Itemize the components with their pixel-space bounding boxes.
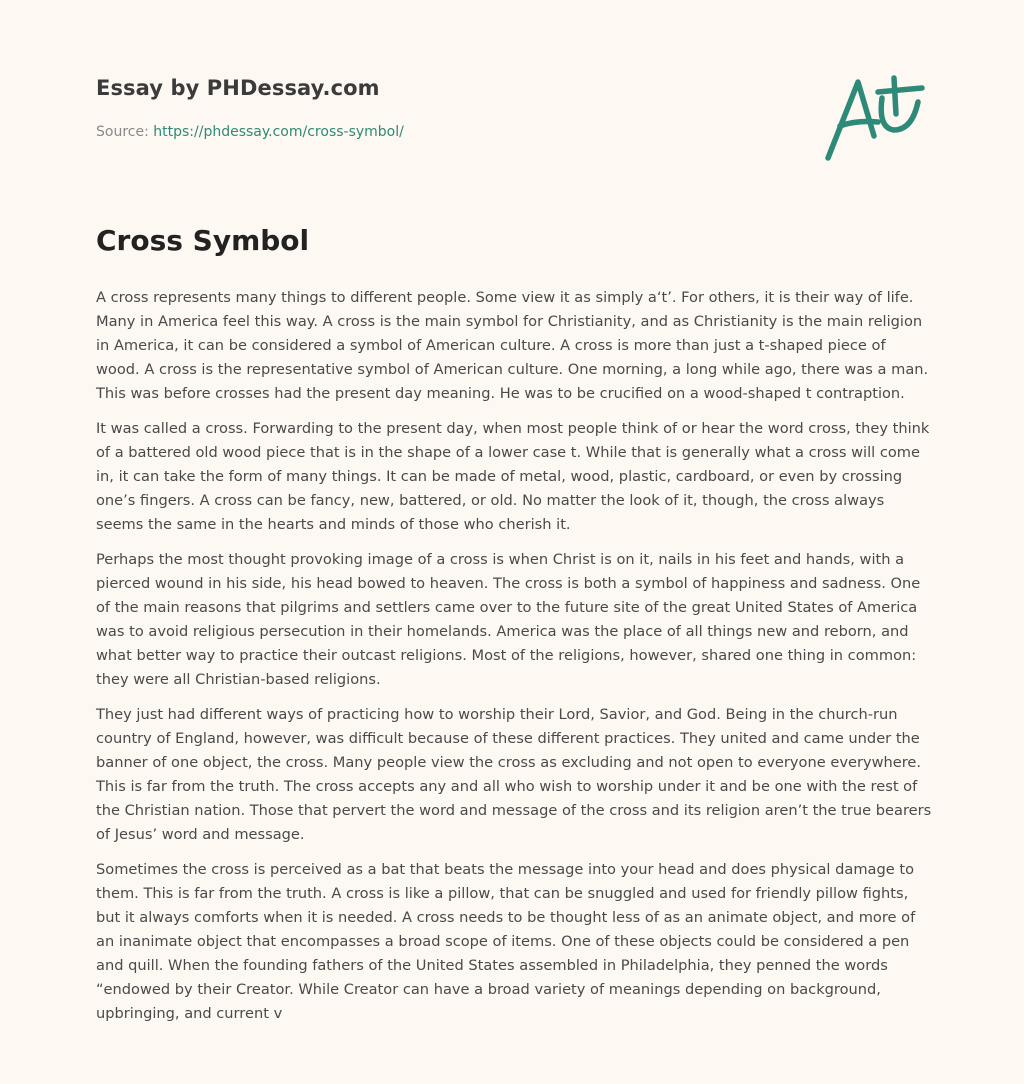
site-brand: Essay by PHDessay.com — [96, 76, 380, 100]
source-link[interactable]: https://phdessay.com/cross-symbol/ — [153, 124, 404, 140]
source-line — [96, 124, 404, 140]
essay-paragraph: They just had different ways of practicing how to worship their Lord, Savior, and God. Being in the church-run country of England, however, was difficult because of these different practices. They united and came under the banner of one object, the cross. Many people view the cross as excluding and not open to everyone everywhere. This is far from the truth. The cross accepts any and all who wish to worship under it and be one with the rest of the Christian nation. Those that pervert the word and message of the cross and its religion aren’t the true bearers of Jesus’ word and message. — [96, 706, 932, 843]
source-label: Source: — [96, 124, 149, 140]
essay-title: Cross Symbol — [96, 224, 310, 257]
essay-paragraph: A cross represents many things to different people. Some view it as simply a‘t’. For others, it is their way of life. Many in America feel this way. A cross is the main symbol for Christianity, and as Christianity is the main religion in America, it can be considered a symbol of American culture. A cross is more than just a t-shaped piece of wood. A cross is the representative symbol of American culture. One morning, a long while ago, there was a man. This was before crosses had the present day meaning. He was to be crucified on a wood-shaped t contraption. — [96, 289, 929, 402]
essay-body — [96, 286, 932, 1037]
essay-paragraph: Perhaps the most thought provoking image of a cross is when Christ is on it, nails in his feet and hands, with a pierced wound in his side, his head bowed to heaven. The cross is both a symbol of happiness and sadness. One of the main reasons that pilgrims and settlers came over to the future site of the great United States of America was to avoid religious persecution in their homelands. America was the place of all things new and reborn, and what better way to practice their outcast religions. Most of the religions, however, shared one thing in common: they were all Christian-based religions. — [96, 551, 921, 688]
a-plus-grade-icon — [822, 68, 930, 164]
essay-paragraph: Sometimes the cross is perceived as a bat that beats the message into your head and does physical damage to them. This is far from the truth. A cross is like a pillow, that can be snuggled and used for friendly pillow fights, but it always comforts when it is needed. A cross needs to be thought less of as an animate object, and more of an inanimate object that encompasses a broad scope of items. One of these objects could be considered a pen and quill. When the founding fathers of the United States assembled in Philadelphia, they penned the words “endowed by their Creator. While Creator can have a broad variety of meanings depending on background, upbringing, and current v — [96, 861, 916, 1022]
essay-paragraph: It was called a cross. Forwarding to the present day, when most people think of or hear the word cross, they think of a battered old wood piece that is in the shape of a lower case t. While that is generally what a cross will come in, it can take the form of many things. It can be made of metal, wood, plastic, cardboard, or even by crossing one’s fingers. A cross can be fancy, new, battered, or old. No matter the look of it, though, the cross always seems the same in the hearts and minds of those who cherish it. — [96, 420, 930, 533]
